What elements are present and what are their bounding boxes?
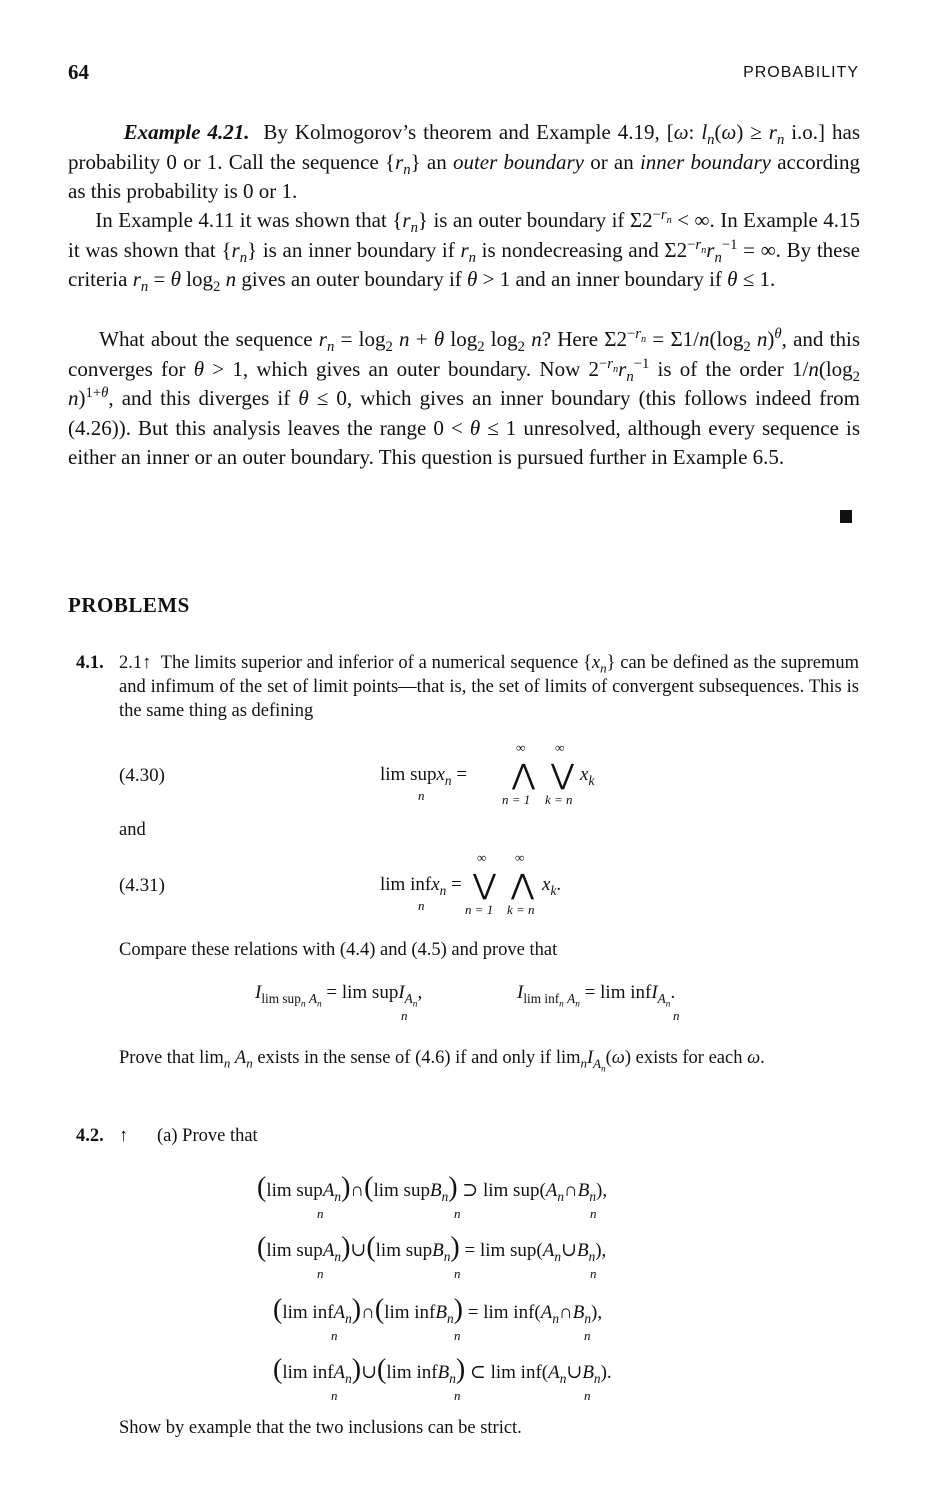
indicator-equations: $I_{lim sup_n A_n} = \lim$ supI$_{A_n}$, n $I_{lim inf_n A_n} = \lim$ infI$_{A_n}$. n [255, 982, 680, 1023]
compare-sentence: Compare these relations with (4.4) and (4.5) and prove that [119, 940, 558, 960]
problem-4-2-part-a: (a) Prove that [157, 1126, 258, 1146]
page-number: 64 [68, 60, 89, 84]
problem-4-2-ref: ↑ [119, 1126, 129, 1146]
end-of-proof-mark [840, 510, 852, 523]
equation-4-30: ∞ ∞ lim supx$_n$ = ⋀ ⋁ $x_k$ n n = 1 k = n [380, 740, 595, 807]
equation-label-4-30: (4.30) [119, 765, 165, 786]
example-label: Example 4.21. [123, 120, 250, 144]
and-word: and [119, 820, 146, 840]
problem-number-4-1: 4.1. [76, 653, 104, 673]
running-title: PROBABILITY [743, 64, 859, 81]
example-paragraph-3: What about the sequence $r_n = \log_2 n + \theta$ $\log_2 \log_2 n$? Here $\Sigma 2^{-r_n} = \Sigma 1/n(\log_2$ n)$^\theta$, and this converges for θ > 1, which gives an outer boundary. Now $2^{-r_n}r_n^{-1}$ is of the order $1/n(\log_2$ n)$^{1+\theta}$, and this diverges if θ ≤ 0, which gives an inner boundary (this follows indeed from (4.26)). But this analysis leaves the range 0 < θ ≤ 1 unresolved, although every sequence is either an inner or an outer boundary. This question is pursued further in Example 6.5. [68, 326, 861, 469]
prove-sentence: Prove that $\lim_n A_n$ exists in the sense of (4.6) if and only if $\lim_nI_{A_n}(\omega)$ exists for each ω. [119, 1048, 765, 1074]
problem-4-1-text: 2.1↑ The limits superior and inferior of a numerical sequence $\{x_n\}$ can be defined as the supremum and infimum of the set of limit points—that is, the set of limits of convergent subsequences. This is the same thing as defining [119, 653, 859, 721]
problem-number-4-2: 4.2. [76, 1126, 104, 1146]
equation-label-4-31: (4.31) [119, 875, 165, 896]
equation-4-31: ∞ ∞ lim infx$_n$ = ⋁ ⋀ $x_k$. n n = 1 k = n [380, 850, 562, 917]
set-limit-relations: (lim supA$_n$)∩(lim supB$_n$) ⊃ $\lim sup(A_n\cap B_n)$, n n n (lim supA$_n$)∪(lim supB$_n$) = $\lim sup(A_n\cup B_n)$, n n n (lim infA$_n$)∩(lim infB$_n$) = $\lim inf(A_n\cap B_n)$, n n n (lim infA$_n$)∪(lim infB$_n$) ⊂ $\lim inf(A_n\cup B_n)$. n n n [257, 1172, 612, 1403]
section-heading: PROBLEMS [68, 593, 190, 617]
show-by-example: Show by example that the two inclusions can be strict. [119, 1418, 522, 1438]
example-paragraph-1: Example 4.21. By Kolmogorov’s theorem and Example 4.19, [ω: $l_n(\omega) \ge r_n$ i.o.] has probability 0 or 1. Call the sequence $\{r_n\}$ an outer boundary or an inner boundary according as this probability is 0 or 1. [68, 120, 860, 203]
example-paragraph-2: In Example 4.11 it was shown that $\{r_n\}$ is an outer boundary if $\Sigma 2^{-r_n}$ < ∞. In Example 4.15 it was shown that $\{r_n\}$ is an inner boundary if $r_n$ is nondecreasing and $\Sigma 2^{-r_n}r_n^{-1}$ = ∞. By these criteria $r_n = \theta$ $\log_2 n$ gives an outer boundary if θ > 1 and an inner boundary if θ ≤ 1. [68, 207, 860, 296]
